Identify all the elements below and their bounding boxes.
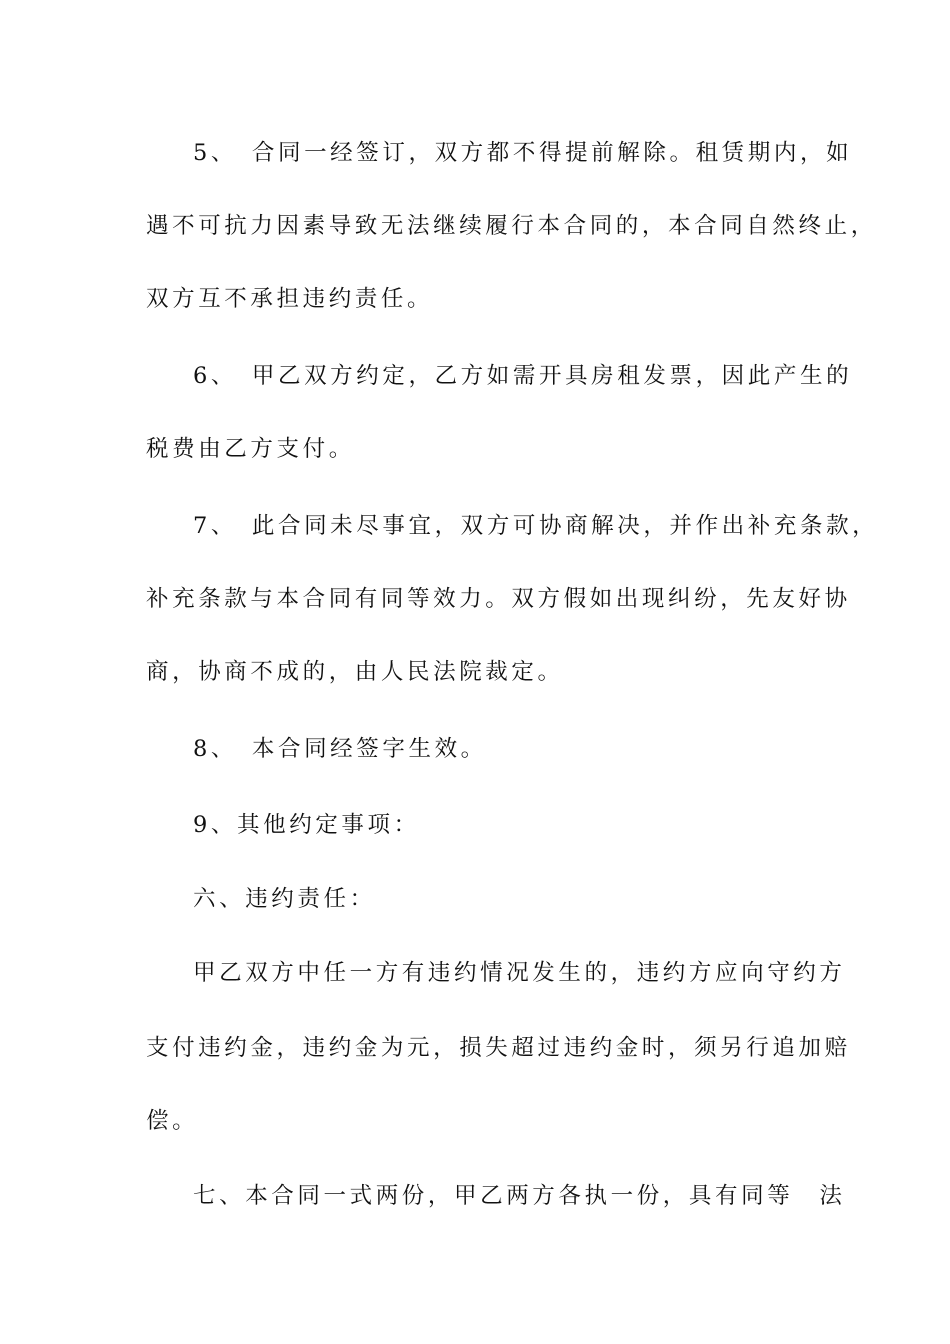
section-6-line-2: 支付违约金，违约金为元，损失超过违约金时，须另行追加赔 xyxy=(146,1035,851,1061)
clause-9-line-1: 9、其他约定事项： xyxy=(193,812,420,838)
clause-5-line-2: 遇不可抗力因素导致无法继续履行本合同的，本合同自然终止， xyxy=(146,213,877,239)
clause-7-line-2: 补充条款与本合同有同等效力。双方假如出现纠纷，先友好协 xyxy=(146,586,851,612)
clause-5-line-1: 5、 合同一经签订，双方都不得提前解除。租赁期内，如 xyxy=(193,140,853,166)
clause-7-line-1: 7、 此合同未尽事宜，双方可协商解决，并作出补充条款， xyxy=(193,513,879,539)
section-6-line-1: 甲乙双方中任一方有违约情况发生的，违约方应向守约方 xyxy=(193,960,846,986)
clause-7-line-3: 商，协商不成的，由人民法院裁定。 xyxy=(146,659,564,685)
section-6-line-3: 偿。 xyxy=(146,1108,199,1134)
clause-6-line-2: 税费由乙方支付。 xyxy=(146,436,355,462)
section-7-line-1: 七、本合同一式两份，甲乙两方各执一份，具有同等 法 xyxy=(193,1183,846,1209)
section-6-heading: 六、违约责任： xyxy=(193,886,376,912)
clause-8-line-1: 8、 本合同经签字生效。 xyxy=(193,736,487,762)
clause-6-line-1: 6、 甲乙双方约定，乙方如需开具房租发票，因此产生的 xyxy=(193,363,853,389)
clause-5-line-3: 双方互不承担违约责任。 xyxy=(146,286,434,312)
